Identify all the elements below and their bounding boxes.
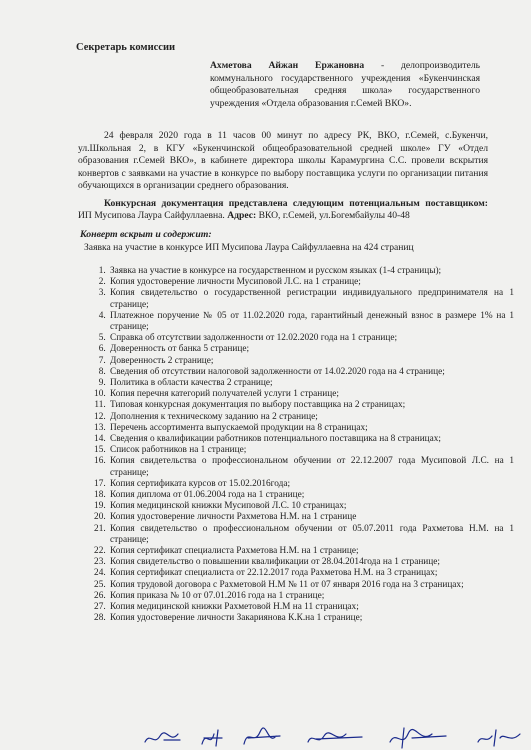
- secretary-block: [210, 60, 480, 110]
- list-item: 16. Копия свидетельства о профессиональном обучении от 22.12.2007 года Мусиповой Л.С. на 1 странице;: [108, 456, 514, 478]
- list-item: 26. Копия приказа № 10 от 07.01.2016 года на 1 странице;: [108, 591, 514, 602]
- list-item: 15. Список работников на 1 странице;: [108, 445, 514, 456]
- list-item: 9. Политика в области качества 2 странице;: [108, 378, 514, 389]
- signatures: [140, 724, 530, 750]
- list-item: 6. Доверенность от банка 5 странице;: [108, 344, 514, 355]
- list-item: 17. Копия сертификата курсов от 15.02.2016года;: [108, 479, 514, 490]
- list-item: 23. Копия свидетельство о повышении квалификации от 28.04.2014года на 1 странице;: [108, 557, 514, 568]
- list-item: 5. Справка об отсутствии задолженности от 12.02.2020 года на 1 странице;: [108, 333, 514, 344]
- list-item: 4. Платежное поручение № 05 от 11.02.2020 года, гарантийный денежный взнос в размере 1% на 1 странице;: [108, 311, 514, 333]
- secretary-name: Ахметова Айжан Ержановна: [210, 60, 365, 71]
- list-item: 22. Копия сертификат специалиста Рахметова Н.М. на 1 странице;: [108, 546, 514, 557]
- list-item: 13. Перечень ассортимента выпускаемой продукции на 8 страницах;: [108, 423, 514, 434]
- envelope-heading: Конверт вскрыт и содержит:: [80, 229, 212, 240]
- list-item: 2. Копия удостоверение личности Мусиповой Л.С. на 1 странице;: [108, 277, 514, 288]
- list-item: 7. Доверенность 2 странице;: [108, 356, 514, 367]
- list-item: 10. Копия перечня категорий получателей услуги 1 странице;: [108, 389, 514, 400]
- list-item: 11. Типовая конкурсная документация по выбору поставщика на 2 страницах;: [108, 400, 514, 411]
- list-item: 8. Сведения об отсутствии налоговой задолженности от 14.02.2020 года на 4 странице;: [108, 367, 514, 378]
- list-item: 12. Дополнения к техническому заданию на 2 странице;: [108, 412, 514, 423]
- list-item: 1. Заявка на участие в конкурсе на государственном и русском языках (1-4 страницы);: [108, 266, 514, 277]
- supplier-name: ИП Мусипова Лаура Сайфуллаевна.: [78, 210, 228, 222]
- list-item: 20. Копия удостоверение личности Рахметова Н.М. на 1 странице: [108, 512, 514, 523]
- list-item: 21. Копия свидетельство о профессиональном обучении от 05.07.2011 года Рахметова Н.М. на 1 странице;: [108, 524, 514, 546]
- list-item: 18. Копия диплома от 01.06.2004 года на 1 странице;: [108, 490, 514, 501]
- address-label: Адрес:: [227, 210, 257, 222]
- application-line: Заявка на участие в конкурсе ИП Мусипова Лаура Сайфуллаевна на 424 страниц: [84, 242, 414, 253]
- intro-paragraph: 24 февраля 2020 года в 11 часов 00 минут по адресу РК, ВКО, г.Семей, с.Букенчи, ул.Школьная 2, в КГУ «Букенчинской общеобразовательной средней школе» ГУ «Отдел образования г.Семей ВКО», в кабинете директора школы Карамургина С.С. провели вскрытия конвертов с заявками на участие в конкурсе по выбору поставщика услуги по организации питания обучающихся в организации среднего образования.: [78, 130, 488, 192]
- list-item: 3. Копия свидетельство о государственной регистрации индивидуального предпринимателя на 1 странице;: [108, 288, 514, 310]
- supplier-address: ВКО, г.Семей, ул.Богембайулы 40-48: [256, 210, 410, 222]
- list-item: 28. Копия удостоверение личности Закариянова К.К.на 1 странице;: [108, 613, 514, 624]
- list-item: 19. Копия медицинской книжки Мусиповой Л.С. 10 страницах;: [108, 501, 514, 512]
- list-item: 24. Копия сертификат специалиста от 22.12.2017 года Рахметова Н.М. на 3 страницах;: [108, 568, 514, 579]
- contents-list: [84, 266, 514, 625]
- secretary-heading: Секретарь комиссии: [76, 42, 176, 53]
- submission-lead: Конкурсная документация представлена следующим потенциальным поставщиком:: [104, 198, 488, 209]
- secretary-description: - делопроизводитель коммунального государственного учреждения «Букенчинская общеобразовательная средняя школа» государственного учреждения «Отдела образования г.Семей ВКО».: [210, 60, 480, 109]
- submission-paragraph: [78, 198, 488, 223]
- list-item: 25. Копия трудовой договора с Рахметовой Н.М № 11 от 07 января 2016 года на 3 страницах;: [108, 580, 514, 591]
- list-item: 27. Копия медицинской книжки Рахметовой Н.М на 11 страницах;: [108, 602, 514, 613]
- list-item: 14. Сведения о квалификации работников потенциального поставщика на 8 страницах;: [108, 434, 514, 445]
